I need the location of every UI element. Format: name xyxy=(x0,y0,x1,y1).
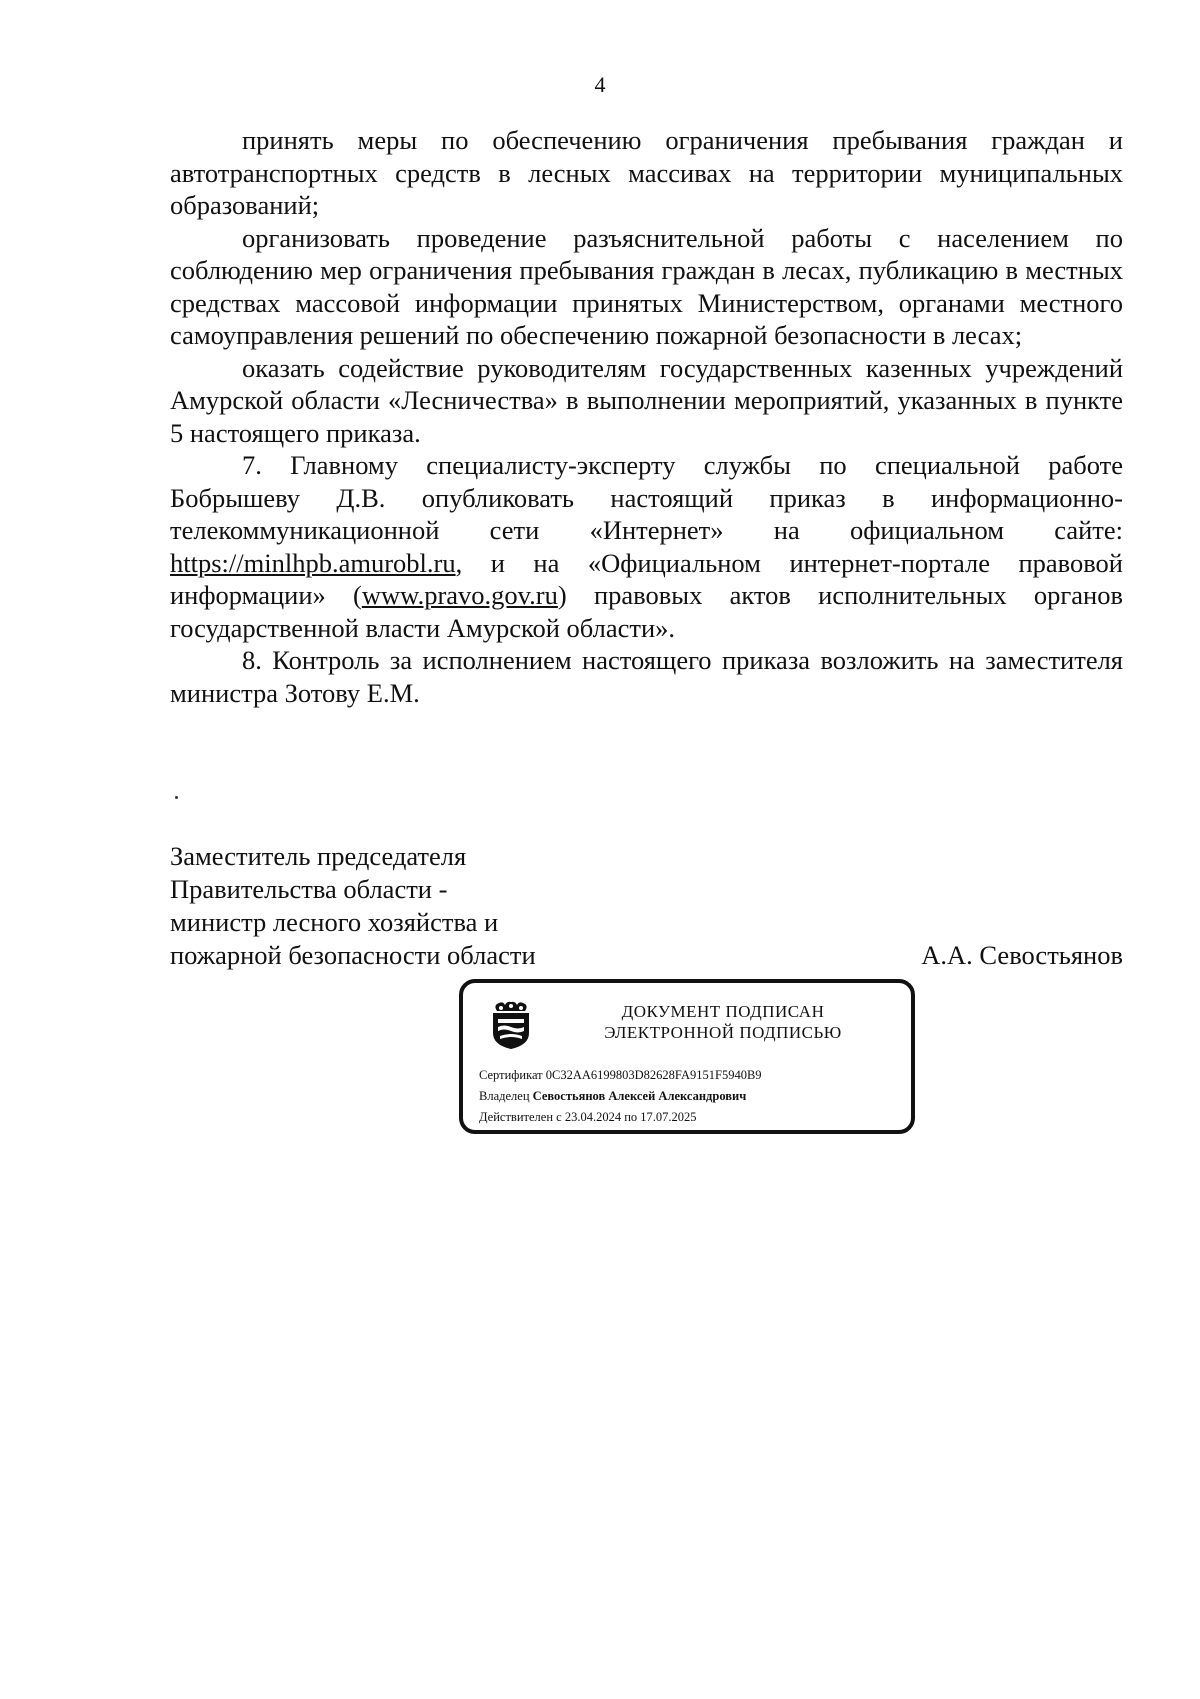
item-7-text-start: 7. Главному специалисту-эксперту службы по специальной работе Бобрышеву Д.В. опубликовать настоящий приказ в информационно-телекоммуникационной сети «Интернет» на официальном сайте: xyxy=(170,450,1123,545)
stamp-title xyxy=(563,1001,883,1043)
valid-to-date: 17.07.2025 xyxy=(640,1110,697,1124)
signer-position-line: министр лесного хозяйства и xyxy=(170,907,499,937)
item-7-text-middle: , и на «Официальном интернет-портале правовой информации» ( xyxy=(170,547,1123,610)
valid-label: Действителен xyxy=(479,1110,554,1124)
page-number: 4 xyxy=(594,72,606,97)
paragraph-explanatory-work: организовать проведение разъяснительной работы с населением по соблюдению мер ограничения пребывания граждан в лесах, публикацию в местных средствах массовой информации принятых Министерством, органами местного самоуправления решений по обеспечению пожарной безопасности в лесах; xyxy=(170,222,1123,350)
validity-row xyxy=(479,1107,909,1128)
paragraph-assist-forestries: оказать содействие руководителям государственных казенных учреждений Амурской области «Лесничества» в выполнении мероприятий, указанных в пункте 5 настоящего приказа. xyxy=(170,352,1123,448)
ministry-site-link[interactable]: https://minlhpb.amurobl.ru xyxy=(170,547,456,578)
stray-dot xyxy=(175,796,178,799)
certificate-value: 0C32AA6199803D82628FA9151F5940B9 xyxy=(545,1068,762,1082)
document-body xyxy=(170,124,1123,709)
item-7-text-end: ) правовых актов исполнительных органов государственной власти Амурской области». xyxy=(170,580,1123,643)
valid-from-date: 23.04.2024 xyxy=(564,1110,622,1124)
paragraph-item-7-publish xyxy=(170,449,1123,644)
signer-name: А.А. Севостьянов xyxy=(921,940,1123,970)
pravo-portal-link[interactable]: www.pravo.gov.ru xyxy=(361,580,558,610)
amur-coat-of-arms-icon xyxy=(489,999,533,1051)
valid-to-word: по xyxy=(624,1110,638,1124)
valid-from-word: с xyxy=(556,1110,562,1124)
stamp-details xyxy=(479,1065,909,1128)
electronic-signature-stamp xyxy=(459,979,915,1134)
owner-row xyxy=(479,1086,909,1107)
signer-position-line: пожарной безопасности области xyxy=(170,940,536,970)
certificate-row xyxy=(479,1065,909,1086)
owner-value: Севостьянов Алексей Александрович xyxy=(532,1089,747,1103)
stamp-title-line: ДОКУМЕНТ ПОДПИСАН xyxy=(621,1002,825,1021)
certificate-label: Сертификат xyxy=(479,1068,543,1082)
paragraph-item-8-control: 8. Контроль за исполнением настоящего приказа возложить на заместителя министра Зотову Е.М. xyxy=(170,645,1123,708)
paragraph-restrict-access: принять меры по обеспечению ограничения пребывания граждан и автотранспортных средств в лесных массивах на территории муниципальных образований; xyxy=(170,125,1123,220)
signature-block xyxy=(170,840,1123,972)
owner-label: Владелец xyxy=(479,1089,530,1103)
stamp-title-line: ЭЛЕКТРОННОЙ ПОДПИСЬЮ xyxy=(604,1023,842,1042)
signer-position-line: Заместитель председателя xyxy=(170,841,467,871)
signer-position-line: Правительства области - xyxy=(170,874,448,904)
